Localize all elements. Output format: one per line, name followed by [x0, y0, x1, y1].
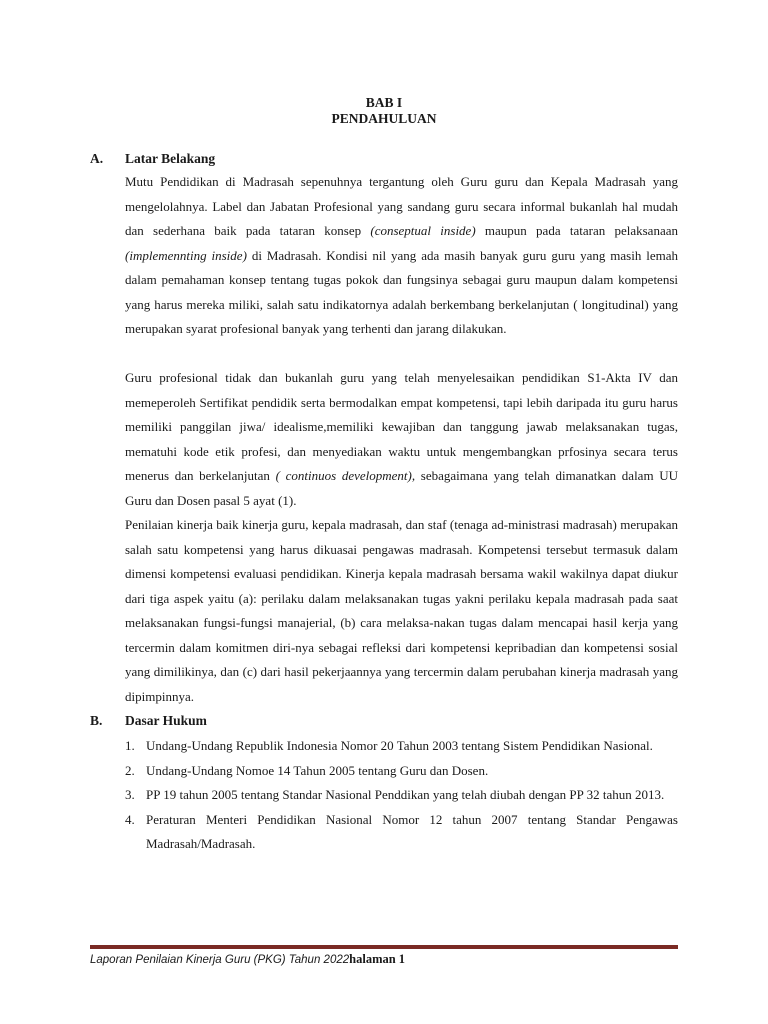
paragraph-2-text-1: Guru profesional tidak dan bukanlah guru yang telah menyelesaikan pendidikan S1-Akta IV dan memeperoleh Sertifikat pendidik serta bermodalkan empat kompetensi, tapi lebih daripada itu guru harus memiliki panggilan jiwa/ idealisme,memiliki kewajiban dan tanggung jawab melaksanakan tugas, mematuhi kode etik profesi, dan menyediakan waktu untuk mengembangkan prfosinya secara terus menerus dan berkelanjutan	[125, 370, 678, 483]
paragraph-1-italic-2: (implemennting inside)	[125, 247, 247, 263]
section-a-heading	[90, 150, 215, 168]
section-b-title: Dasar Hukum	[125, 713, 207, 728]
section-a-title: Latar Belakang	[125, 151, 216, 166]
list-item-number: 4.	[125, 811, 135, 827]
paragraph-1-text-1: Mutu Pendidikan di Madrasah sepenuhnya tergantung oleh Guru guru dan Kepala Madrasah yang mengelolahnya. Label dan Jabatan Profesional yang sandang guru secara informal bukanlah hal mudah dan sederhana baik pada tataran konsep	[125, 174, 678, 238]
footer-report-title: Laporan Penilaian Kinerja Guru (PKG) Tahun 2022	[90, 954, 350, 966]
list-item-number: 2.	[125, 762, 135, 778]
paragraph-1-text-3: di Madrasah. Kondisi nil yang ada masih banyak guru guru yang masih lemah dalam pemahaman konsep tentang tugas pokok dan fungsinya sebagai guru maupun dalam kompetensi yang harus mereka miliki, salah satu indikatornya adalah berkembang berkelanjutan ( longitudinal) yang merupakan syarat profesional banyak yang terhenti dan jarang dilakukan.	[125, 247, 678, 336]
section-b-heading	[90, 712, 207, 730]
page-footer	[90, 951, 405, 968]
list-item	[125, 734, 678, 759]
list-item	[125, 808, 678, 857]
chapter-title: PENDAHULUAN	[331, 111, 437, 126]
paragraph-1-text-2: maupun pada tataran pelaksanaan	[475, 223, 678, 238]
paragraph-2-text-2: sebagaimana yang telah dimanatkan dalam UU Guru dan Dosen pasal 5 ayat (1).	[125, 468, 679, 508]
list-item-text: PP 19 tahun 2005 tentang Standar Nasional Penddikan yang telah diubah dengan PP 32 tahun 2013.	[146, 787, 665, 802]
legal-basis-list	[125, 734, 678, 857]
paragraph-2	[125, 366, 678, 513]
section-b-letter: B.	[90, 713, 103, 728]
paragraph-2-italic-1: ( continuos development),	[275, 468, 416, 483]
list-item-text: Undang-Undang Republik Indonesia Nomor 20 Tahun 2003 tentang Sistem Pendidikan Nasional.	[146, 738, 653, 753]
chapter-number: BAB I	[365, 95, 403, 110]
list-item	[125, 783, 678, 808]
list-item-number: 3.	[125, 787, 135, 802]
paragraph-3: Penilaian kinerja baik kinerja guru, kepala madrasah, dan staf (tenaga ad-ministrasi madrasah) merupakan salah satu kompetensi yang harus dikuasai pengawas madrasah. Kompetensi tersebut termasuk dalam dimensi kompetensi evaluasi pendidikan. Kinerja kepala madrasah bersama wakil wakilnya dapat diukur dari tiga aspek yaitu (a): perilaku dalam melaksanakan tugas yakni perilaku kepala madrasah pada saat melaksanakan fungsi-fungsi manajerial, (b) cara melaksa-nakan tugas dalam mencapai hasil kerja yang tercermin dalam komitmen diri-nya sebagai refleksi dari kompetensi kepribadian dan kompetensi sosial yang dimilikinya, dan (c) dari hasil pekerjaannya yang tercermin dalam perubahan kinerja madrasah yang dipimpinnya.	[125, 517, 678, 704]
list-item-text: Undang-Undang Nomoe 14 Tahun 2005 tentang Guru dan Dosen.	[146, 762, 489, 778]
paragraph-1	[125, 170, 678, 342]
paragraph-1-italic-1: (conseptual inside)	[370, 223, 476, 238]
section-a-letter: A.	[90, 151, 104, 166]
list-item-text: Peraturan Menteri Pendidikan Nasional Nomor 12 tahun 2007 tentang Standar Pengawas Madrasah/Madrasah.	[146, 811, 678, 851]
footer-page-number: halaman 1	[349, 952, 406, 966]
list-item-number: 1.	[125, 738, 135, 753]
list-item	[125, 759, 678, 784]
footer-divider	[90, 945, 678, 949]
